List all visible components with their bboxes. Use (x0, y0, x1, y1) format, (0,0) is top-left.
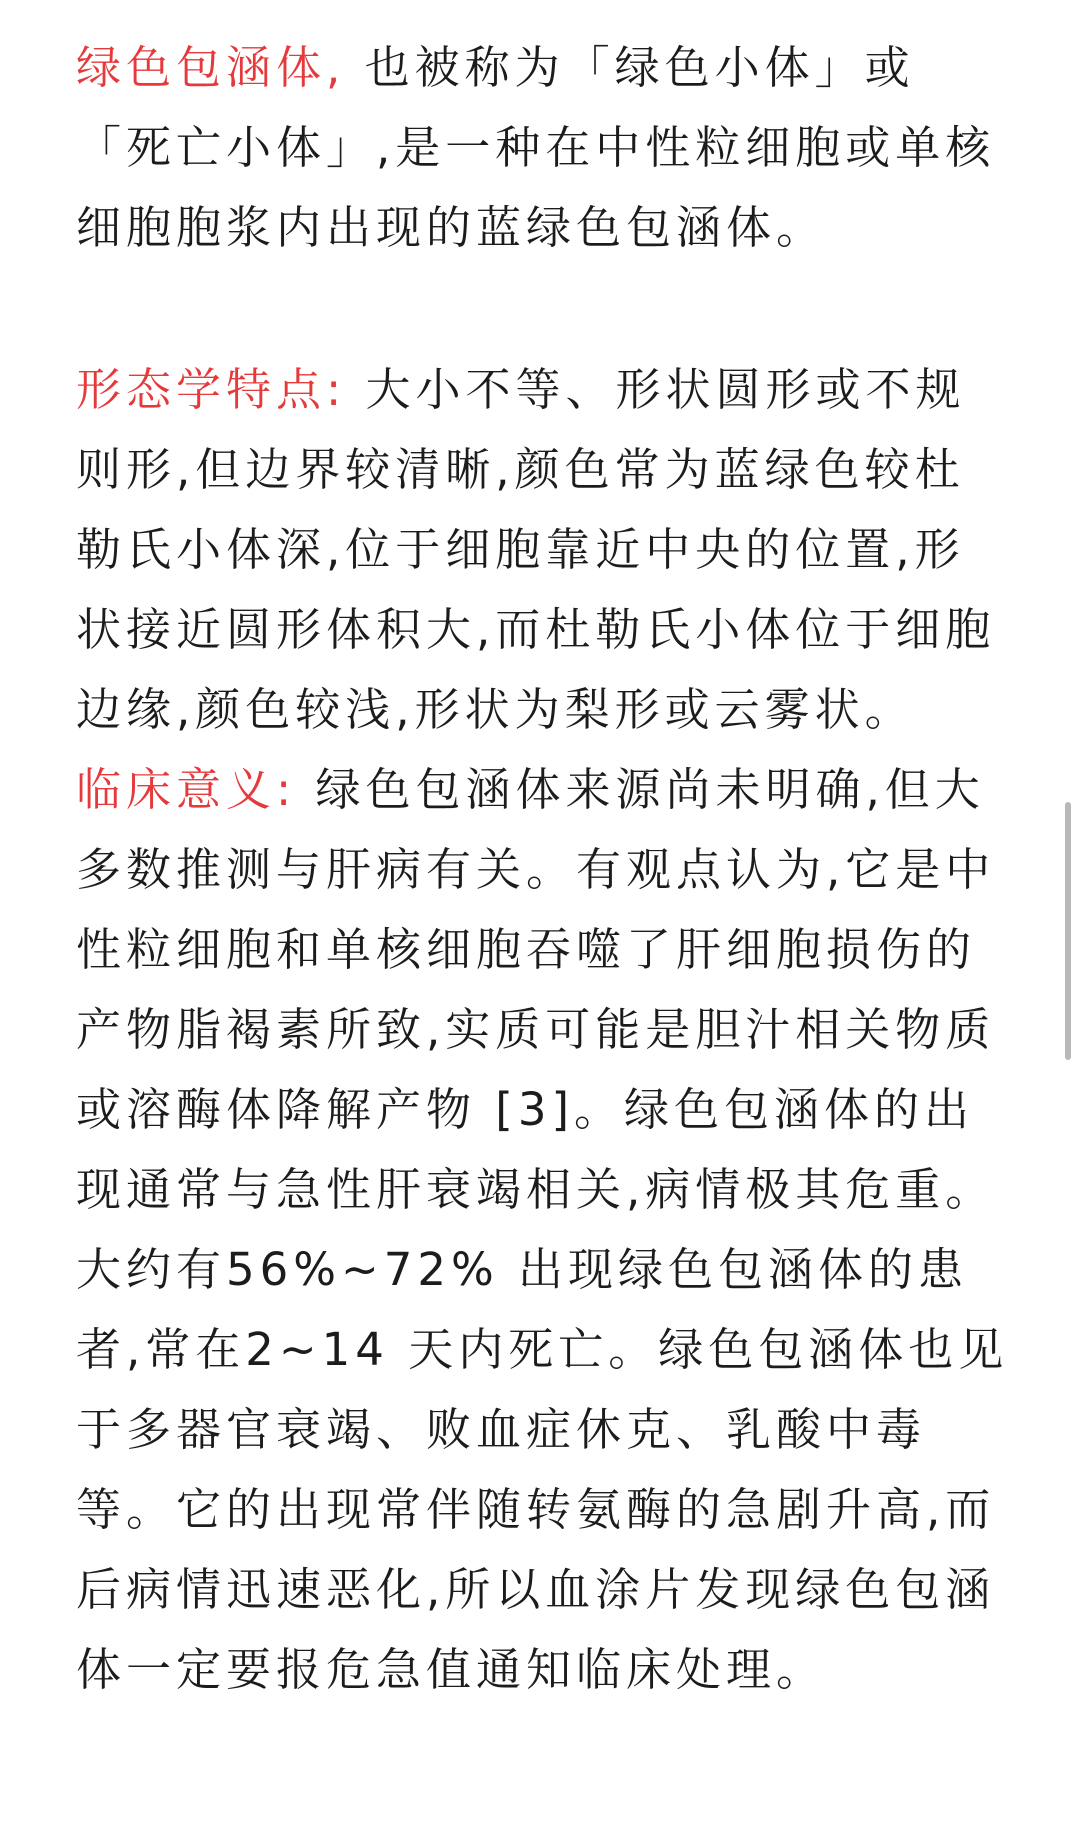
vertical-scrollbar[interactable] (1065, 802, 1071, 1060)
clinical-significance-text: 绿色包涵体来源尚未明确,但大多数推测与肝病有关。有观点认为,它是中性粒细胞和单核细胞吞噬了肝细胞损伤的产物脂褐素所致,实质可能是胆汁相关物质或溶酶体降解产物 [3]。绿色包涵体的出现通常与急性肝衰竭相关,病情极其危重。大约有56%~72% 出现绿色包涵体的患者,常在2~14 天内死亡。绿色包涵体也见于多器官衰竭、败血症休克、乳酸中毒等。它的出现常伴随转氨酶的急剧升高,而后病情迅速恶化,所以血涂片发现绿色包涵体一定要报危急值通知临床处理。 (76, 763, 1009, 1696)
clinical-significance-paragraph (76, 750, 1010, 1710)
definition-text: 也被称为「绿色小体」或「死亡小体」,是一种在中性粒细胞或单核细胞胞浆内出现的蓝绿色包涵体。 (76, 41, 996, 254)
morphology-paragraph (76, 350, 1010, 750)
clinical-significance-label: 临床意义: (76, 763, 297, 816)
definition-paragraph (76, 28, 1010, 268)
morphology-label: 形态学特点: (76, 363, 347, 416)
definition-label: 绿色包涵体, (76, 41, 346, 94)
morphology-text: 大小不等、形状圆形或不规则形,但边界较清晰,颜色常为蓝绿色较杜勒氏小体深,位于细胞靠近中央的位置,形状接近圆形体积大,而杜勒氏小体位于细胞边缘,颜色较浅,形状为梨形或云雾状。 (76, 363, 996, 736)
